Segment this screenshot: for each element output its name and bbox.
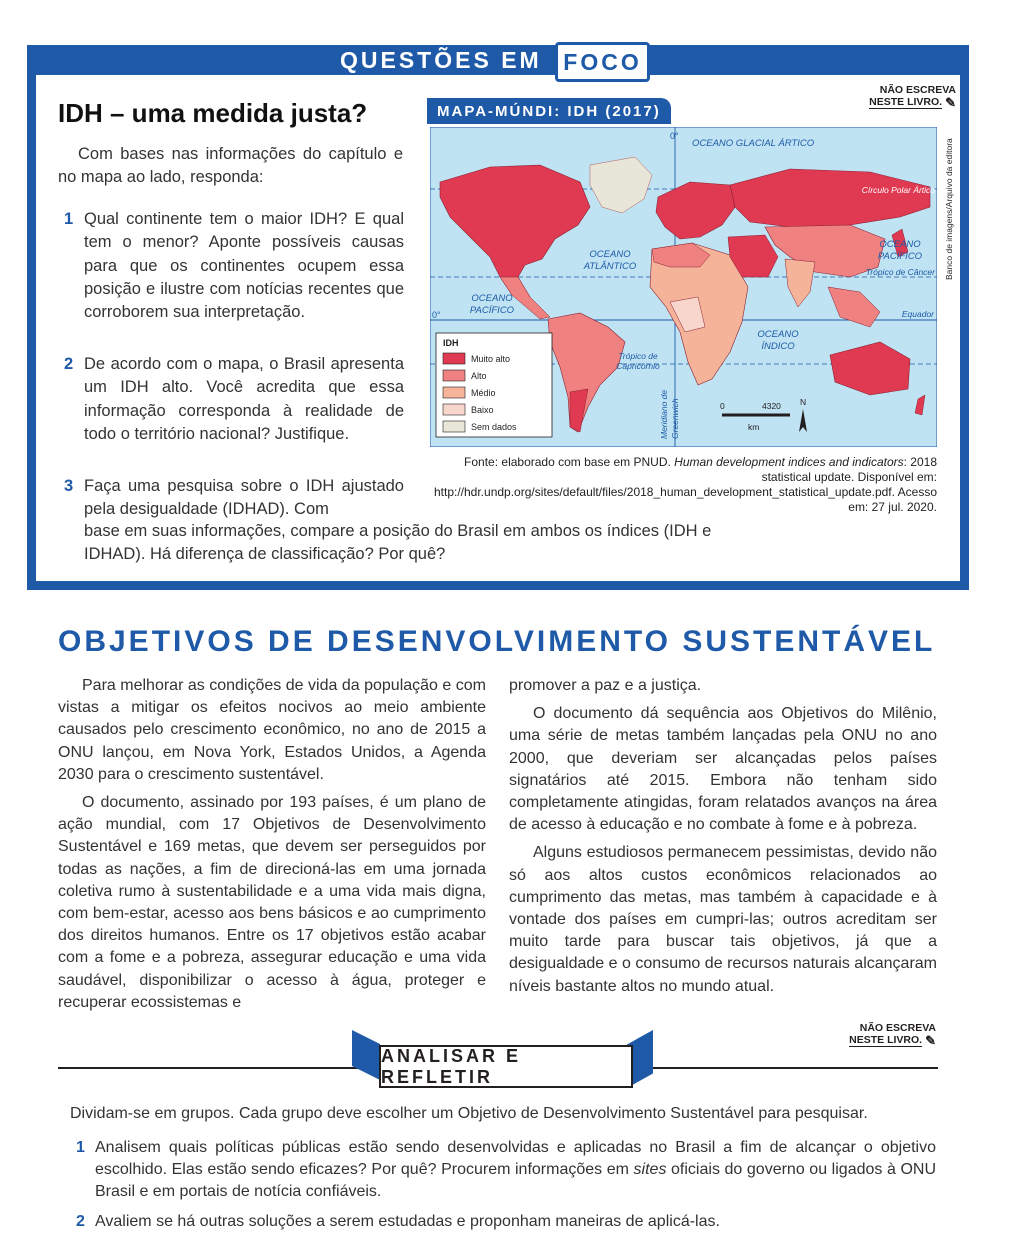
meridian-label-2: Greenwich xyxy=(670,398,680,439)
legend-swatch xyxy=(443,387,465,398)
activity-question-1 xyxy=(76,1137,936,1203)
polar-circle-label: Círculo Polar Ártico xyxy=(861,185,935,195)
no-write-line1: NÃO ESCREVA xyxy=(859,1022,936,1034)
pencil-icon: ✎ xyxy=(925,1033,936,1048)
question-text-emphasis: sites xyxy=(633,1161,667,1178)
question-1 xyxy=(64,208,404,324)
atlantic-label-1: OCEANO xyxy=(589,249,631,260)
text-column-left xyxy=(58,675,486,1020)
zero-meridian-label: 0° xyxy=(670,131,679,141)
pacific-east-label-2: PACÍFICO xyxy=(877,251,923,262)
question-2 xyxy=(64,353,404,446)
paragraph: Alguns estudiosos permanecem pessimistas, devido não só aos altos custos econômicos relacionados ao cumprimento das metas, mas também à capacidade e à vontade dos países em cumpri-las; outros acreditam ser muito tarde para buscar tais objetivos, já que a desigualdade e o consumo de recursos naturais alcançaram níveis bastante altos no mundo atual. xyxy=(509,844,937,995)
focus-tag: FOCO xyxy=(555,42,650,82)
no-write-line2: NESTE LIVRO. xyxy=(849,1034,923,1046)
world-hdi-map xyxy=(430,127,937,447)
question-text xyxy=(76,1137,936,1203)
map-title: MAPA-MÚNDI: IDH (2017) xyxy=(427,98,671,124)
question-number: 3 xyxy=(64,477,74,495)
no-write-line2: NESTE LIVRO. xyxy=(869,96,943,108)
question-text-part: Analisem quais políticas públicas estão sendo desenvolvidas e aplicadas no Brasil a fim de alcançar o objetivo escolhido. Elas estão sendo eficazes? Por quê? Procurem informações em xyxy=(95,1139,936,1178)
question-text-part: oficiais do governo ou ligados à ONU Brasil e em portais de notícia confiáveis. xyxy=(95,1161,937,1200)
indian-label-2: ÍNDICO xyxy=(761,341,795,352)
atlantic-label-2: ATLÂNTICO xyxy=(583,261,637,272)
pacific-west-label-1: OCEANO xyxy=(471,293,513,304)
question-3-continuation: base em suas informações, compare a posição do Brasil em ambos os índices (IDH e IDHAD). Há diferença de classificação? Por quê? xyxy=(84,522,712,563)
legend-label: Sem dados xyxy=(471,422,517,432)
focus-intro: Com bases nas informações do capítulo e no mapa ao lado, responda: xyxy=(58,145,403,186)
map-credit xyxy=(937,125,959,285)
equator-label: Equador xyxy=(901,309,934,319)
scale-zero: 0 xyxy=(720,401,725,411)
legend-swatch xyxy=(443,370,465,381)
meridian-label-1: Meridiano de xyxy=(659,389,669,439)
legend-swatch xyxy=(443,421,465,432)
north-label: N xyxy=(800,397,807,407)
pacific-east-label-1: OCEANO xyxy=(879,239,921,250)
paragraph: promover a paz e a justiça. xyxy=(509,677,702,694)
map-credit-text: Banco de imagens/Arquivo da editora xyxy=(944,138,954,280)
question-text: Qual continente tem o maior IDH? E qual tem o menor? Aponte possíveis causas para que os continentes ocupem essa posição e ilustre com notícias recentes que corroborem sua interpretação. xyxy=(84,210,404,322)
question-text: Faça uma pesquisa sobre o IDH ajustado pela desigualdade (IDHAD). Com xyxy=(84,477,404,519)
activity-question-2 xyxy=(76,1211,936,1233)
analyze-reflect-tag: ANALISAR E REFLETIR xyxy=(379,1045,633,1088)
section-title: OBJETIVOS DE DESENVOLVIMENTO SUSTENTÁVEL xyxy=(58,625,936,658)
legend-label: Médio xyxy=(471,388,496,398)
no-write-line1: NÃO ESCREVA xyxy=(879,84,956,96)
question-number: 2 xyxy=(76,1213,85,1230)
focus-heading: IDH – uma medida justa? xyxy=(58,98,368,128)
indian-label-1: OCEANO xyxy=(757,329,799,340)
text-column-right xyxy=(509,675,937,1004)
arctic-ocean-label: OCEANO GLACIAL ÁRTICO xyxy=(692,138,815,149)
paragraph: O documento, assinado por 193 países, é um plano de ação mundial, com 17 Objetivos de Desenvolvimento Sustentável e 169 metas, que devem ser perseguidos por todas as nações, a fim de direcioná-las em uma jornada coletiva rumo à sustentabilidade e a uma vida mais digna, com bem-estar, acesso aos bens básicos e ao cumprimento dos direitos humanos. Entre os 17 objetivos estão acabar com a fome e a pobreza, assegurar educação e uma vida saudável, disponibilizar o acesso à água, proteger e recuperar ecossistemas e xyxy=(58,794,486,1011)
source-title: Human development indices and indicators xyxy=(674,455,904,469)
paragraph: O documento dá sequência aos Objetivos do Milênio, uma série de metas também lançadas pela ONU no ano 2000, que deveriam ser alcançadas pelos países signatários até 2015. Embora não tenham sido completamente atingidas, foram relatados avanços na área de acesso à educação e no combate à fome e à pobreza. xyxy=(509,705,937,834)
legend-swatch xyxy=(443,353,465,364)
legend-label: Baixo xyxy=(471,405,494,415)
no-write-notice-top xyxy=(846,84,956,109)
pacific-west-label-2: PACÍFICO xyxy=(469,305,515,316)
no-write-notice-bottom xyxy=(826,1022,936,1047)
legend-label: Muito alto xyxy=(471,354,511,364)
question-3 xyxy=(64,475,404,522)
question-text: De acordo com o mapa, o Brasil apresenta um IDH alto. Você acredita que essa informação corresponda à realidade de todo o território nacional? Justifique. xyxy=(84,355,404,443)
zero-equator-label: 0° xyxy=(432,310,441,320)
source-rest: : 2018 statistical update. Disponível em: http://hdr.undp.org/sites/default/files/2018_human_development_statistical_update.pdf. Acesso em: 27 jul. 2020. xyxy=(433,455,937,514)
question-number: 1 xyxy=(76,1139,85,1156)
scale-unit: km xyxy=(748,422,760,432)
legend-label: Alto xyxy=(471,371,487,381)
question-text: Avaliem se há outras soluções a serem estudadas e proponham maneiras de aplicá-las. xyxy=(95,1213,720,1230)
ribbon-left-decoration xyxy=(352,1030,380,1080)
question-number: 1 xyxy=(64,210,74,228)
source-prefix: Fonte: elaborado com base em PNUD. xyxy=(464,455,675,469)
activity-intro: Dividam-se em grupos. Cada grupo deve escolher um Objetivo de Desenvolvimento Sustentável para pesquisar. xyxy=(70,1105,868,1122)
legend-swatch xyxy=(443,404,465,415)
legend-title: IDH xyxy=(443,338,459,348)
cancer-label: Trópico de Câncer xyxy=(865,267,935,277)
questions-in-focus-title: QUESTÕES EM xyxy=(340,46,542,73)
pencil-icon: ✎ xyxy=(945,95,956,110)
question-number: 2 xyxy=(64,355,74,373)
map-source xyxy=(432,455,937,515)
capricorn-label-1: Trópico de xyxy=(618,351,658,361)
paragraph: Para melhorar as condições de vida da população e com vistas a mitigar os efeitos nocivos ao meio ambiente causados pelo crescimento econômico, no ano de 2015 a ONU lançou, em Nova York, Estados Unidos, a Agenda 2030 para o crescimento sustentável. xyxy=(58,677,486,783)
map-legend xyxy=(436,333,552,437)
capricorn-label-2: Capricórnio xyxy=(616,361,660,371)
scale-max: 4320 xyxy=(762,401,781,411)
